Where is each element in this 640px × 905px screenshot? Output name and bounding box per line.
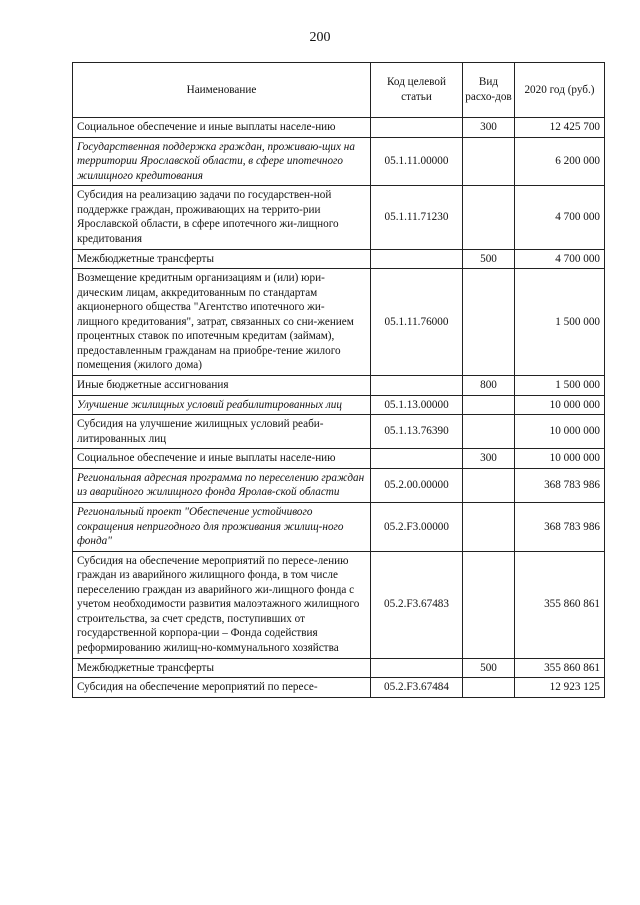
row-amount-cell: 355 860 861: [515, 551, 605, 658]
row-kind-cell: [463, 502, 515, 551]
row-code-cell: 05.1.13.76390: [371, 415, 463, 449]
row-amount-cell: 1 500 000: [515, 376, 605, 396]
row-name-cell: Иные бюджетные ассигнования: [73, 376, 371, 396]
row-code-cell: 05.2.00.00000: [371, 468, 463, 502]
row-code-cell: [371, 449, 463, 469]
table-row: [73, 269, 605, 376]
row-name-cell: Улучшение жилищных условий реабилитированных лиц: [73, 395, 371, 415]
header-code: Код целевой статьи: [371, 63, 463, 118]
row-amount-cell: 12 923 125: [515, 678, 605, 698]
row-code-cell: [371, 376, 463, 396]
table-body: [73, 118, 605, 698]
table-row: [73, 551, 605, 658]
row-code-cell: [371, 249, 463, 269]
row-amount-cell: 10 000 000: [515, 449, 605, 469]
row-kind-cell: [463, 186, 515, 249]
row-amount-cell: 4 700 000: [515, 186, 605, 249]
row-code-cell: 05.2.F3.67484: [371, 678, 463, 698]
row-name-cell: Субсидия на реализацию задачи по государствен-ной поддержке граждан, проживающих на террито-рии Ярославской области, в сфере ипотечного жи-лищного кредитования: [73, 186, 371, 249]
row-amount-cell: 6 200 000: [515, 137, 605, 186]
header-amount: 2020 год (руб.): [515, 63, 605, 118]
row-kind-cell: 500: [463, 249, 515, 269]
row-amount-cell: 12 425 700: [515, 118, 605, 138]
row-kind-cell: 300: [463, 449, 515, 469]
row-name-cell: Социальное обеспечение и иные выплаты населе-нию: [73, 449, 371, 469]
table-row: [73, 249, 605, 269]
page-number: 200: [309, 30, 331, 45]
row-kind-cell: [463, 395, 515, 415]
row-kind-cell: [463, 415, 515, 449]
row-name-cell: Возмещение кредитным организациям и (или) юри-дическим лицам, аккредитованным по стандартам акционерного общества "Агентство ипотечного жи-лищного кредитования", затрат, связанных со сни-жением процентных ставок по ипотечным кредитам (займам), предоставленным гражданам на приобре-тение жилого помещения (жилого дома): [73, 269, 371, 376]
row-name-cell: Социальное обеспечение и иные выплаты населе-нию: [73, 118, 371, 138]
row-kind-cell: [463, 137, 515, 186]
header-name: Наименование: [73, 63, 371, 118]
row-name-cell: Государственная поддержка граждан, проживаю-щих на территории Ярославской области, в сфере ипотечного жилищного кредитования: [73, 137, 371, 186]
row-amount-cell: 1 500 000: [515, 269, 605, 376]
row-name-cell: Субсидия на улучшение жилищных условий реаби-литированных лиц: [73, 415, 371, 449]
row-kind-cell: [463, 551, 515, 658]
row-kind-cell: [463, 269, 515, 376]
row-kind-cell: [463, 678, 515, 698]
row-code-cell: 05.2.F3.67483: [371, 551, 463, 658]
row-name-cell: Региональная адресная программа по переселению граждан из аварийного жилищного фонда Яролав-ской области: [73, 468, 371, 502]
table-row: [73, 678, 605, 698]
row-code-cell: 05.2.F3.00000: [371, 502, 463, 551]
row-amount-cell: 10 000 000: [515, 395, 605, 415]
row-name-cell: Субсидия на обеспечение мероприятий по пересе-: [73, 678, 371, 698]
row-name-cell: Субсидия на обеспечение мероприятий по пересе-лению граждан из аварийного жилищного фонда, в том числе переселению граждан из аварийного жи-лищного фонда с учетом необходимости развития малоэтажного жилищного строительства, за счет средств, поступивших от государственной корпора-ции – Фонда содействия реформированию жилищ-но-коммунального хозяйства: [73, 551, 371, 658]
table-row: [73, 137, 605, 186]
row-amount-cell: 368 783 986: [515, 502, 605, 551]
row-code-cell: 05.1.13.00000: [371, 395, 463, 415]
row-code-cell: 05.1.11.00000: [371, 137, 463, 186]
table-row: [73, 502, 605, 551]
table-row: [73, 658, 605, 678]
budget-table: [72, 62, 605, 698]
table-row: [73, 395, 605, 415]
table-header-row: [73, 63, 605, 118]
row-kind-cell: 300: [463, 118, 515, 138]
table-row: [73, 118, 605, 138]
table-row: [73, 468, 605, 502]
row-kind-cell: [463, 468, 515, 502]
table-row: [73, 186, 605, 249]
row-name-cell: Межбюджетные трансферты: [73, 249, 371, 269]
row-name-cell: Региональный проект "Обеспечение устойчивого сокращения непригодного для проживания жилищ-ного фонда": [73, 502, 371, 551]
row-kind-cell: 800: [463, 376, 515, 396]
row-code-cell: 05.1.11.71230: [371, 186, 463, 249]
row-code-cell: [371, 118, 463, 138]
row-amount-cell: 4 700 000: [515, 249, 605, 269]
header-kind: Вид расхо-дов: [463, 63, 515, 118]
row-kind-cell: 500: [463, 658, 515, 678]
table-row: [73, 415, 605, 449]
row-amount-cell: 10 000 000: [515, 415, 605, 449]
row-code-cell: [371, 658, 463, 678]
table-row: [73, 376, 605, 396]
table-row: [73, 449, 605, 469]
row-name-cell: Межбюджетные трансферты: [73, 658, 371, 678]
row-amount-cell: 368 783 986: [515, 468, 605, 502]
row-amount-cell: 355 860 861: [515, 658, 605, 678]
row-code-cell: 05.1.11.76000: [371, 269, 463, 376]
